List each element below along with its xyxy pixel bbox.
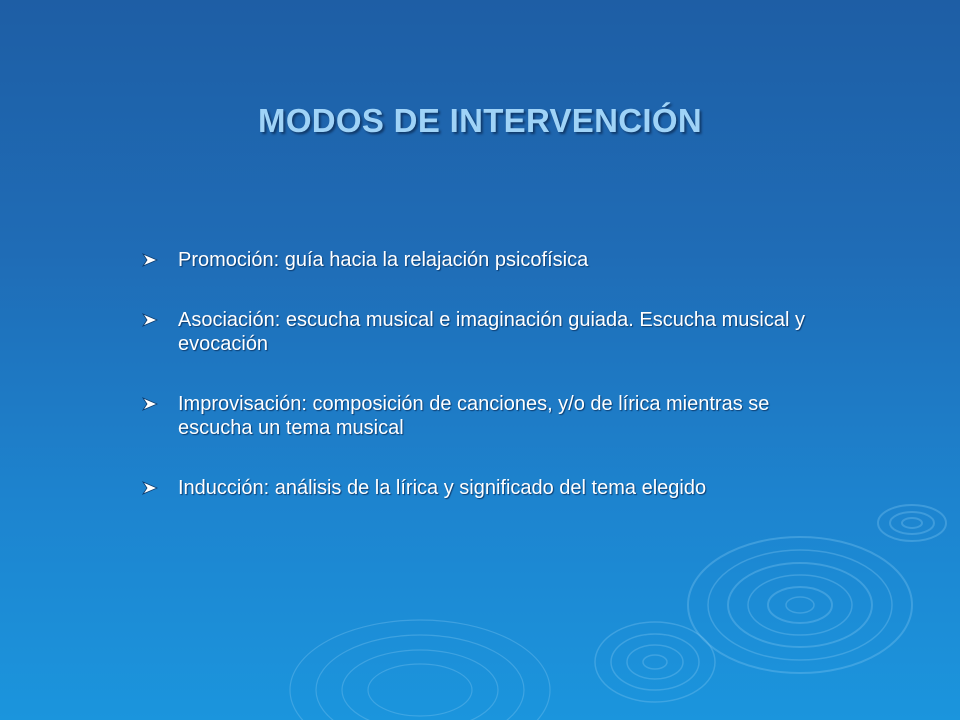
ripple-group-center (595, 622, 715, 702)
ripple-group-small (878, 505, 946, 541)
bullet-text: Inducción: análisis de la lírica y significado del tema elegido (178, 477, 707, 499)
bullet-text: Asociación: escucha musical e imaginación guiada. Escucha musical y evocación (178, 309, 805, 355)
bullet-list (142, 248, 842, 500)
bullet-text: Improvisación: composición de canciones, y/o de lírica mientras se escucha un tema musical (178, 393, 770, 439)
arrow-bullet-icon (142, 253, 158, 267)
bullet-item (142, 392, 842, 440)
ripple-group-right (688, 537, 912, 673)
bullet-item (142, 248, 842, 272)
arrow-bullet-icon (142, 313, 158, 327)
ripple-group-left (290, 620, 550, 720)
slide-title: MODOS DE INTERVENCIÓN (258, 102, 702, 139)
arrow-bullet-icon (142, 397, 158, 411)
bullet-item (142, 308, 842, 356)
bullet-text: Promoción: guía hacia la relajación psicofísica (178, 249, 589, 271)
bullet-item (142, 476, 842, 500)
arrow-bullet-icon (142, 481, 158, 495)
